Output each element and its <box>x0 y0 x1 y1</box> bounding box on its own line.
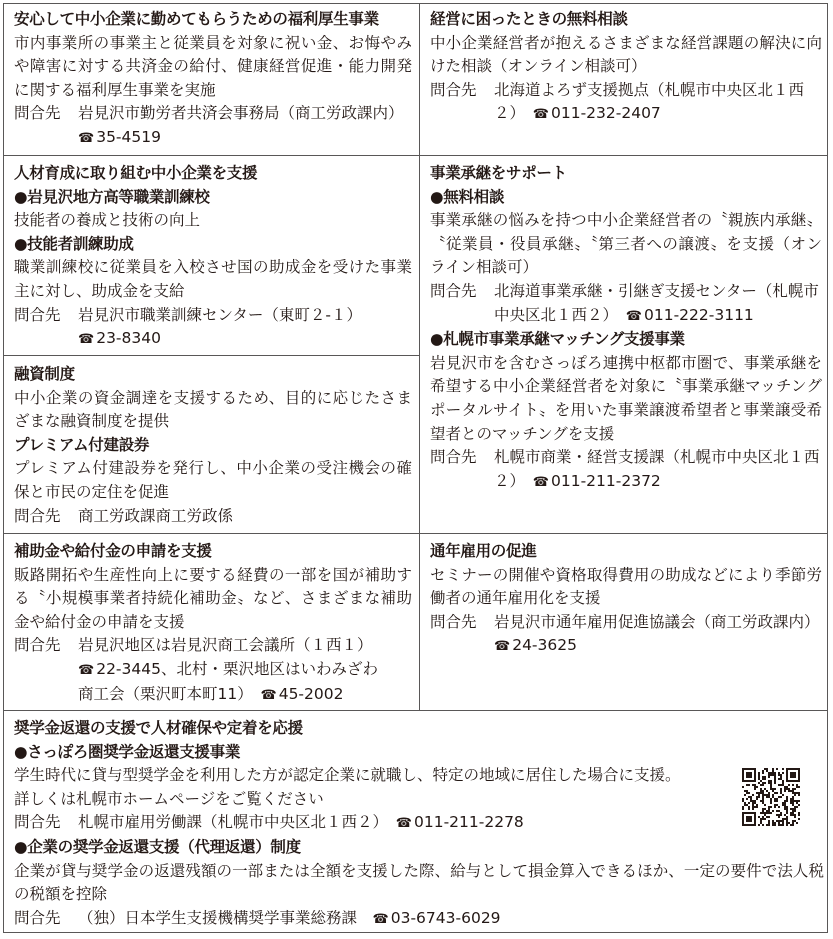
phone-icon: ☎ <box>78 662 95 678</box>
contact-text: 岩見沢市勤労者共済会事務局（商工労政課内） <box>78 104 404 123</box>
sub-heading: ●岩見沢地方高等職業訓練校 <box>14 187 210 206</box>
contact-row <box>14 102 412 126</box>
contact-text <box>494 79 822 127</box>
contact-row <box>14 811 824 836</box>
phone-icon: ☎ <box>625 308 642 324</box>
contact-text <box>78 907 824 931</box>
consult-section <box>430 8 822 154</box>
contact-text <box>494 611 822 659</box>
tel-number: 35-4519 <box>96 127 161 146</box>
section-body: 技能者の養成と技術の向上 <box>14 211 201 230</box>
employment-section <box>430 540 822 709</box>
tel-number: 011-232-2407 <box>550 104 661 123</box>
section-body: 職業訓練校に従業員を入校させ国の助成金を受けた事業主に対し、助成金を支給 <box>14 258 412 300</box>
tel-number: 23-8340 <box>96 329 161 348</box>
section-title: 人材育成に取り組む中小企業を支援 <box>14 164 258 182</box>
section-body: セミナーの開催や資格取得費用の助成などにより季節労働者の通年雇用化を支援 <box>430 565 822 608</box>
contact-org: 北海道よろず支援拠点（札幌市中央区北１西２） <box>494 80 805 123</box>
contact-label: 問合先 <box>14 104 61 123</box>
sub-heading: ●技能者訓練助成 <box>14 234 134 253</box>
subsidy-section <box>14 540 412 709</box>
section-title: 経営に困ったときの無料相談 <box>430 10 628 28</box>
tel-number: 22-3445 <box>96 659 161 678</box>
contact-row <box>14 907 824 931</box>
succession-section <box>430 162 822 532</box>
tel-row <box>14 327 412 352</box>
phone-icon: ☎ <box>78 130 95 146</box>
tel-number: 011-211-2278 <box>413 813 524 832</box>
sub-heading: ●さっぽろ圏奨学金返還支援事業 <box>14 742 241 761</box>
section-body: 中小企業の資金調達を支援するため、目的に応じたさまざまな融資制度を提供 <box>14 388 412 431</box>
section-body: 企業が貸与奨学金の返還残額の一部または全額を支援した際、給与として損金算入できるほか、一定の要件で法人税の税額を控除 <box>14 861 824 904</box>
sub-heading: ●札幌市事業承継マッチング支援事業 <box>430 330 685 349</box>
contact-label: 問合先 <box>430 448 477 467</box>
section-title: 安心して中小企業に勤めてもらうための福利厚生事業 <box>14 10 379 28</box>
contact-text: 岩見沢市職業訓練センター（東町２-１） <box>78 305 362 324</box>
section-body: 市内事業所の事業主と従業員を対象に祝い金、お悔やみや障害に対する共済金の給付、健康経営促進・能力開発に関する福利厚生事業を実施 <box>14 33 412 99</box>
section-body: 事業承継の悩みを持つ中小企業経営者の〝親族内承継〟〝従業員・役員承継〟〝第三者への譲渡〟を支援（オンライン相談可） <box>430 211 822 277</box>
contact-label: 問合先 <box>14 636 61 655</box>
phone-icon: ☎ <box>395 816 412 832</box>
contact-text <box>494 280 822 328</box>
contact-label: 問合先 <box>14 305 61 324</box>
section-title: 奨学金返還の支援で人材確保や定着を応援 <box>14 719 303 737</box>
contact-label: 問合先 <box>430 281 477 300</box>
scholarship-section <box>14 717 824 931</box>
contact-row <box>14 505 412 529</box>
tel-number: 011-222-3111 <box>643 305 754 324</box>
row-divider <box>3 710 828 711</box>
phone-icon: ☎ <box>372 911 389 927</box>
contact-label: 問合先 <box>430 612 477 631</box>
contact-org: 札幌市雇用労働課（札幌市中央区北１西２） <box>78 813 381 832</box>
contact-row <box>430 446 822 494</box>
row-divider <box>3 533 828 534</box>
section-body: 詳しくは札幌市ホームページをご覧ください <box>14 789 324 808</box>
section-title: 融資制度 <box>14 365 75 383</box>
tel-number: 24-3625 <box>512 636 577 655</box>
finance-section <box>14 363 412 531</box>
phone-icon: ☎ <box>532 107 549 123</box>
contact-label: 問合先 <box>14 908 61 927</box>
contact-label: 問合先 <box>430 80 477 99</box>
section-body: 中小企業経営者が抱えるさまざまな経営課題の解決に向けた相談（オンライン相談可） <box>430 33 822 76</box>
phone-icon: ☎ <box>78 332 95 348</box>
tel-number: 03-6743-6029 <box>390 908 501 927</box>
contact-org: 商工会（栗沢町本町11） <box>78 684 245 703</box>
contact-text <box>78 811 824 836</box>
contact-text <box>494 446 822 494</box>
contact-text: 商工労政課商工労政係 <box>78 506 234 525</box>
qr-code-icon[interactable] <box>742 768 800 826</box>
contact-org: 北海道事業承継・引継ぎ支援センター（札幌市中央区北１西２） <box>494 281 819 324</box>
section-title: 事業承継をサポート <box>430 164 567 182</box>
row-divider <box>3 155 828 156</box>
section-title: 通年雇用の促進 <box>430 542 537 560</box>
phone-icon: ☎ <box>260 687 277 703</box>
contact-row <box>430 280 822 328</box>
contact-org: 岩見沢地区は岩見沢商工会議所（１西１） <box>78 636 373 655</box>
column-divider <box>419 3 420 711</box>
phone-icon: ☎ <box>532 474 549 490</box>
sub-heading: ●企業の奨学金返還支援（代理返還）制度 <box>14 837 301 856</box>
section-body: 販路開拓や生産性向上に要する経費の一部を国が補助する〝小規模事業者持続化補助金〟など、さまざまな補助金や給付金の申請を支援 <box>14 565 412 631</box>
phone-icon: ☎ <box>494 639 511 655</box>
section-title: 補助金や給付金の申請を支援 <box>14 542 212 560</box>
contact-org: （独）日本学生支援機構奨学事業総務課 <box>78 908 358 927</box>
training-section <box>14 162 412 354</box>
tel-number: 011-211-2372 <box>550 471 661 490</box>
sub-heading: プレミアム付建設券 <box>14 435 150 454</box>
tel-row <box>14 126 412 151</box>
contact-row <box>14 304 412 328</box>
contact-label: 問合先 <box>14 813 61 832</box>
contact-row <box>430 611 822 659</box>
tel-number: 45-2002 <box>278 684 344 703</box>
contact-org: 岩見沢市通年雇用促進協議会（商工労政課内） <box>494 612 812 631</box>
row-divider <box>3 355 419 356</box>
section-body: 岩見沢市を含むさっぽろ連携中枢都市圏で、事業承継を希望する中小企業経営者を対象に〝事業承継マッチングポータルサイト〟を用いた事業譲渡希望者と事業譲受希望者とのマッチングを支援 <box>430 353 822 443</box>
sub-heading: ●無料相談 <box>430 187 505 206</box>
contact-label: 問合先 <box>14 506 61 525</box>
contact-row <box>14 634 412 707</box>
contact-org: 札幌市商業・経営支援課（札幌市中央区北１西２） <box>494 448 820 490</box>
contact-row <box>430 79 822 127</box>
section-body: 学生時代に貸与型奨学金を利用した方が認定企業に就職し、特定の地域に居住した場合に支援。 <box>14 766 681 785</box>
welfare-section <box>14 8 412 154</box>
contact-text <box>78 634 412 707</box>
section-body: プレミアム付建設券を発行し、中小企業の受注機会の確保と市民の定住を促進 <box>14 459 412 501</box>
contact-org: 、北村・栗沢地区はいわみざわ <box>160 659 378 678</box>
